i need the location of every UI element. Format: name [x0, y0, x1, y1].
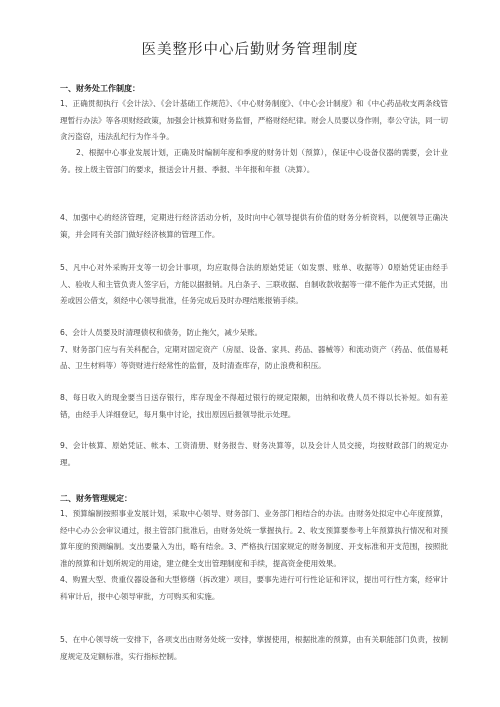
paragraph-6-7: 6、会计人员要及时清理债权和债务，防止拖欠，减少呆账。 7、财务部门应与有关科配合，定期对固定资产（房屋、设备、家具、药品、器械等）和流动资产（药品、低值易耗品、卫生材料等）等资财进行经常性的监督，及时清查库存，防止浪费和积压。 [60, 328, 448, 370]
rules-paragraph-5: 5、在中心领导统一安排下，各项支出由财务处统一安排，掌握使用，根据批准的预算，由有关职能部门负责，按制度规定及定额标准，实行指标控制。 [60, 635, 448, 661]
document-title: 医美整形中心后勤财务管理制度 [141, 42, 359, 58]
section-heading-finance-rules: 二、财务管理规定： [60, 494, 132, 503]
paragraph-4: 4、加强中心的经济管理，定期进行经济活动分析，及时向中心领导提供有价值的财务分析资料，以便领导正确决策，并会同有关部门做好经济核算的管理工作。 [60, 213, 448, 239]
paragraph-1: 1、正确贯彻执行《会计法》、《会计基础工作规范》、《中心财务制度》、《中心会计制度》和《中心药品收支两条线管理暂行办法》等各项财经政策，加强会计核算和财务监督，严格财经纪律。财会人员要以身作则，奉公守法，同一切贪污盗窃，违法乱纪行为作斗争。 [60, 99, 448, 141]
paragraph-2: 2、根据中心事业发展计划，正确及时编制年度和季度的财务计划（预算），保证中心设备仪器的需要，会计业务。按上级主管部门的要求，报送会计月报、季报、半年报和年报（决算）。 [60, 148, 448, 174]
paragraph-9: 9、会计核算、原始凭证、帐本、工资清册、财务报告、财务决算等，以及会计人员交接，均按财政部门的规定办理。 [60, 441, 448, 467]
rules-paragraph-1: 1、预算编制按照事业发展计划，采取中心领导、财务部门、业务部门相结合的办法。由财务处拟定中心年度预算，经中心办公会审议通过，报主管部门批准后，由财务处统一掌握执行。2、收支预算要参考上年预算执行情况和对预算年度的预测编制。支出要量入为出，略有结余。3、严格执行国家规定的财务制度、开支标准和开支范围，按照批准的预算和计划所规定的用途，建立健全支出管理制度和手续，提高资金使用效果。 4、购置大型、贵重仪器设备和大型修缮（拆改建）项目，要事先进行可行性论证和评议，提出可行性方案，经审计科审计后，报中心领导审批，方可购买和实施。 [60, 509, 448, 601]
paragraph-5: 5、凡中心对外采购开支等一切会计事项，均应取得合法的原始凭证（如发票、账单、收据等）0原始凭证由经手人、验收人和主管负责人签字后，方能以据报销。凡白条子、三联收据、自制收款收据等一律不能作为正式凭据，出差或因公借支，须经中心领导批准，任务完成后及时办理结账报销手续。 [60, 263, 448, 305]
paragraph-8: 8、每日收入的现金要当日送存银行，库存现金不得超过银行的规定限额，出纳和收费人员不得以长补短。如有差错，由经手人详细登记，每月集中讨论，找出原因后报领导批示处理。 [60, 393, 448, 419]
section-heading-finance-work: 一、财务处工作制度： [60, 84, 140, 93]
